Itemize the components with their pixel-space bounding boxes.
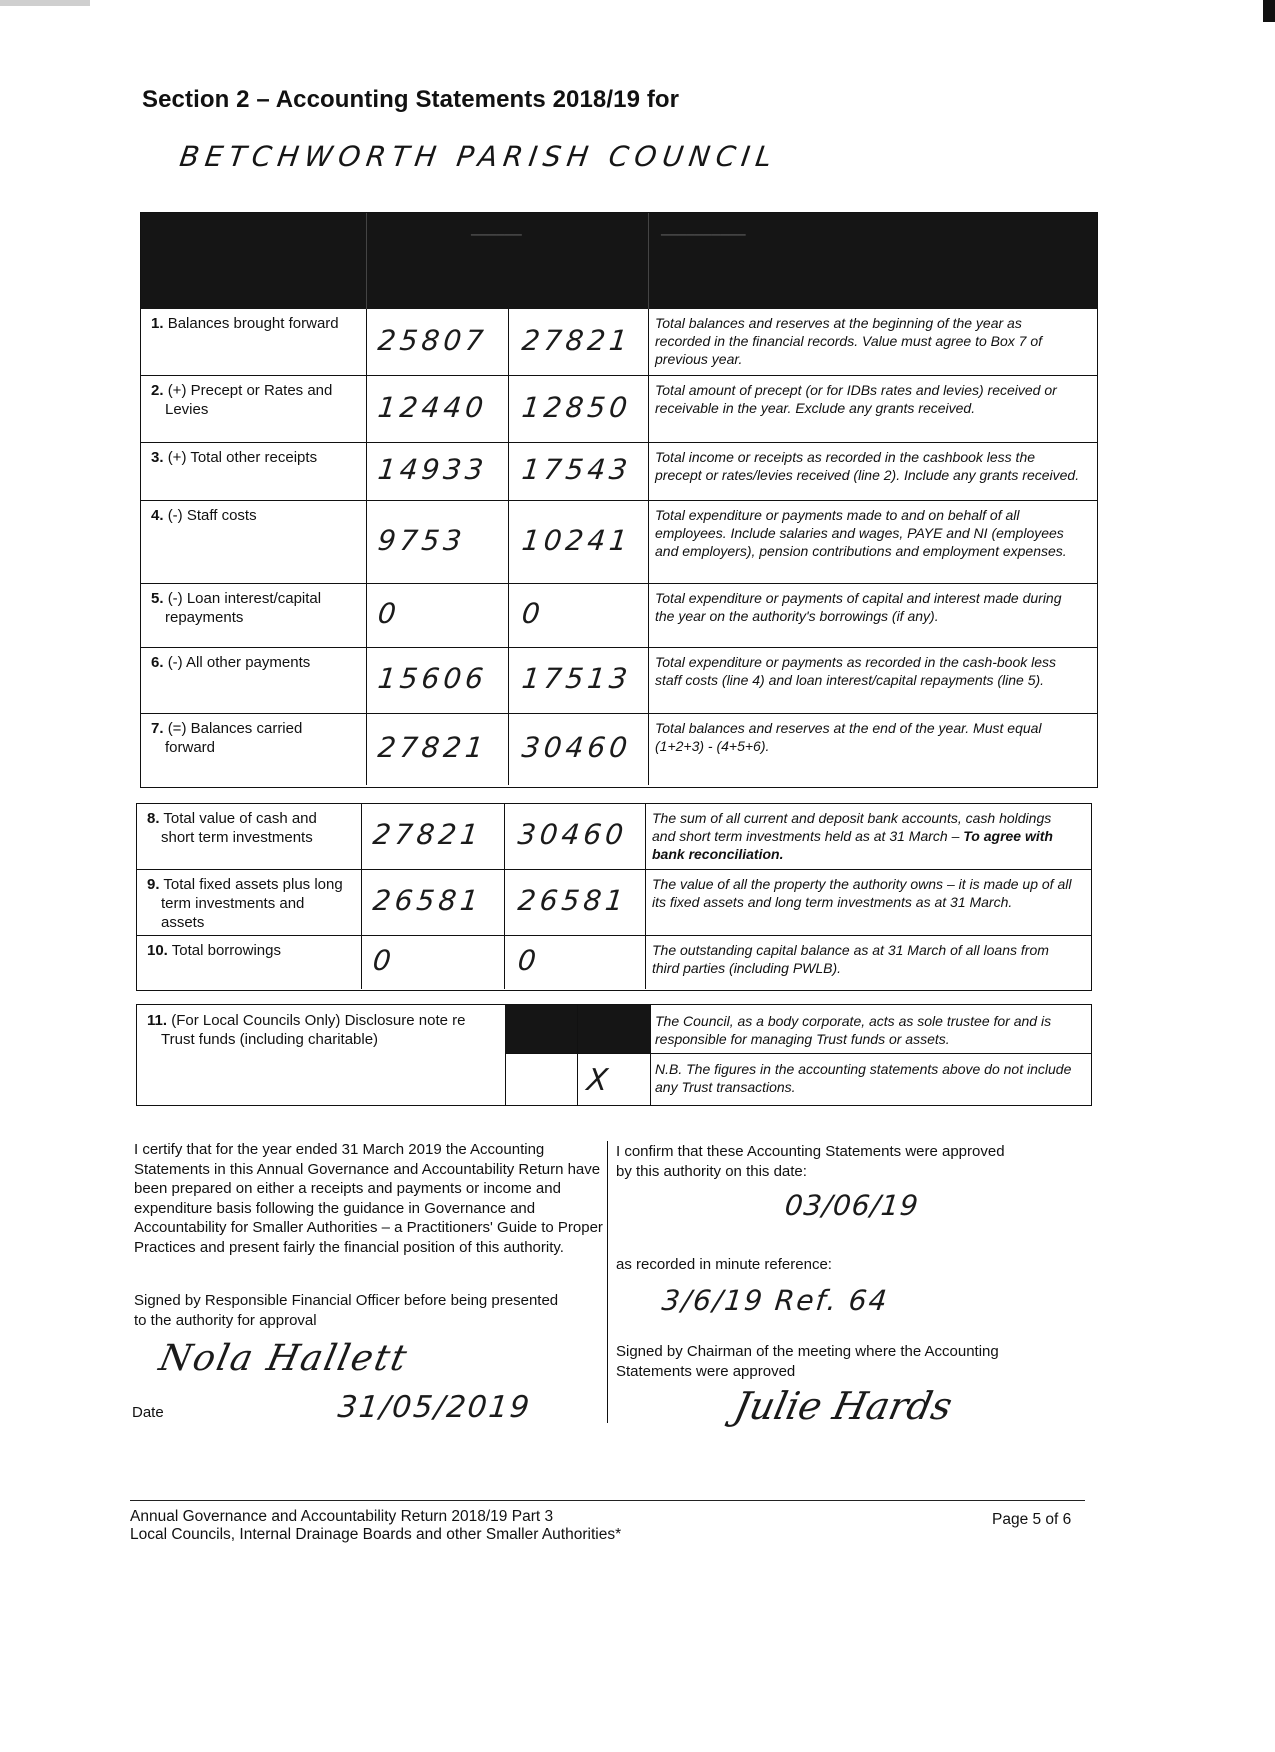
row-number: 2. — [151, 382, 164, 399]
row-note — [655, 719, 1080, 755]
value-year-1: 9753 — [376, 523, 467, 557]
table-row — [141, 648, 1097, 714]
row-note-text: Total expenditure or payments as recorded in the cash-book less staff costs (line 4) and loan interest/capital repayments (line 5). — [655, 654, 1057, 688]
table-row — [137, 870, 1091, 936]
row-number: 11. — [147, 1012, 168, 1029]
date-label: Date — [132, 1404, 164, 1421]
row-label-text: Balances brought forward — [167, 315, 339, 332]
row-number: 5. — [151, 590, 164, 607]
row-label — [147, 809, 347, 847]
value-year-2: 10241 — [520, 523, 633, 557]
trust-note-1: The Council, as a body corporate, acts as sole trustee for and is responsible for managing Trust funds or assets. — [655, 1013, 1052, 1047]
table-row — [141, 584, 1097, 648]
rfo-signature: Nola Hallett — [155, 1338, 413, 1379]
row-label — [147, 875, 347, 932]
value-year-2: 30460 — [516, 818, 629, 851]
value-year-1: 27821 — [376, 730, 489, 764]
row-label — [151, 653, 351, 672]
table-row — [141, 714, 1097, 785]
header-faded-text: ▁▁▁▁▁▁▁▁▁▁ — [661, 224, 746, 236]
row-label — [151, 381, 351, 419]
footer-line-2: Local Councils, Internal Drainage Boards and other Smaller Authorities* — [130, 1526, 622, 1543]
row-label-text: (-) All other payments — [167, 654, 311, 671]
table-row — [141, 309, 1097, 376]
table-row — [141, 443, 1097, 501]
row-number: 9. — [147, 876, 160, 893]
row-label-text: Total borrowings — [171, 942, 281, 959]
signature-divider — [607, 1141, 608, 1423]
value-year-2: 0 — [516, 943, 542, 977]
value-year-2: 30460 — [520, 730, 633, 764]
trust-note-2: N.B. The figures in the accounting statements above do not include any Trust transactions. — [655, 1061, 1072, 1095]
row-note-text: Total balances and reserves at the beginning of the year as recorded in the financial records. Value must agree to Box 7 of previous year. — [655, 315, 1043, 367]
row-label — [151, 448, 351, 467]
trust-no-mark: X — [585, 1063, 614, 1098]
row-number: 7. — [151, 720, 164, 737]
minute-label: as recorded in minute reference: — [616, 1256, 832, 1273]
row-label — [151, 314, 351, 333]
row-label: (For Local Councils Only) Disclosure note re Trust funds (including charitable) — [161, 1012, 466, 1048]
footer-rule — [130, 1500, 1085, 1501]
certification-text: I certify that for the year ended 31 March 2019 the Accounting Statements in this Annual Governance and Accountability Return have been prepared on either a receipts and payments or income and expenditure basis following the guidance in Governance and Accountability for Smaller Authorities – a Practitioners' Guide to Proper Practices and present fairly the financial position of this authority. — [134, 1141, 603, 1256]
row-note-text: Total income or receipts as recorded in the cashbook less the precept or rates/levies received (line 2). Include any grants received. — [655, 449, 1080, 483]
value-year-2: 12850 — [520, 390, 633, 424]
row-note — [652, 809, 1077, 863]
scan-edge — [1263, 0, 1275, 22]
value-year-1: 12440 — [376, 390, 489, 424]
row-label — [151, 719, 351, 757]
row-label-text: Total value of cash and short term investments — [161, 810, 317, 846]
trust-table — [136, 1004, 1092, 1106]
row-label-text: (-) Loan interest/capital repayments — [165, 590, 322, 626]
value-year-2: 0 — [520, 597, 546, 630]
row-label-text: (-) Staff costs — [167, 507, 257, 524]
row-note — [652, 875, 1077, 911]
rfo-signed-label: Signed by Responsible Financial Officer before being presented to the authority for approval — [134, 1292, 559, 1329]
approval-date: 03/06/19 — [783, 1189, 921, 1222]
council-name: BETCHWORTH PARISH COUNCIL — [177, 140, 780, 173]
header-faded-text: ▁▁▁▁▁▁ — [471, 224, 522, 236]
table-row — [141, 376, 1097, 443]
row-number: 1. — [151, 315, 164, 332]
value-year-1: 25807 — [376, 323, 489, 357]
row-note-text: Total balances and reserves at the end of the year. Must equal (1+2+3) - (4+5+6). — [655, 720, 1042, 754]
value-year-2: 17513 — [520, 662, 633, 695]
page-number: Page 5 of 6 — [992, 1511, 1072, 1528]
value-year-1: 15606 — [376, 662, 489, 695]
minute-reference: 3/6/19 Ref. 64 — [660, 1284, 891, 1317]
table-row — [137, 804, 1091, 870]
row-note-text: Total expenditure or payments of capital and interest made during the year on the authority's borrowings (if any). — [655, 590, 1062, 624]
table-header — [141, 213, 1097, 309]
row-label — [151, 506, 351, 525]
value-year-2: 27821 — [520, 323, 633, 357]
row-number: 6. — [151, 654, 164, 671]
row-note — [655, 448, 1080, 484]
row-note — [655, 589, 1080, 625]
row-note — [655, 314, 1080, 368]
row-note-text: Total amount of precept (or for IDBs rates and levies) received or receivable in the year. Exclude any grants received. — [655, 382, 1057, 416]
value-year-1: 27821 — [371, 818, 484, 851]
approval-confirm-text: I confirm that these Accounting Statements were approved by this authority on this date: — [616, 1143, 1005, 1180]
value-year-2: 26581 — [516, 884, 629, 917]
row-number: 4. — [151, 507, 164, 524]
scan-edge — [0, 0, 90, 6]
accounting-table — [140, 212, 1098, 788]
row-note — [655, 506, 1080, 560]
value-year-1: 0 — [371, 943, 397, 977]
row-note — [655, 381, 1080, 417]
value-year-1: 26581 — [371, 884, 484, 917]
row-number: 8. — [147, 810, 160, 827]
row-note-text: Total expenditure or payments made to and on behalf of all employees. Include salaries and wages, PAYE and NI (employees and employers), pension contributions and employment expenses. — [655, 507, 1067, 559]
row-note-emphasis: To agree with bank reconciliation. — [652, 828, 1053, 862]
row-label-text: (+) Precept or Rates and Levies — [165, 382, 333, 418]
chair-signature: Julie Hards — [730, 1384, 957, 1428]
value-year-1: 14933 — [376, 453, 489, 486]
row-note-text: The outstanding capital balance as at 31 March of all loans from third parties (including PWLB). — [652, 942, 1049, 976]
row-note-text: The value of all the property the authority owns – it is made up of all its fixed assets and long term investments as at 31 March. — [652, 876, 1072, 910]
assets-table — [136, 803, 1092, 991]
value-year-2: 17543 — [520, 453, 633, 486]
chair-signed-label: Signed by Chairman of the meeting where the Accounting Statements were approved — [616, 1343, 999, 1380]
row-label-text: (=) Balances carried forward — [165, 720, 303, 756]
row-label-text: Total fixed assets plus long term investments and assets — [161, 876, 343, 931]
row-label — [151, 589, 351, 627]
row-note — [655, 653, 1080, 689]
row-number: 10. — [147, 942, 168, 959]
row-label-text: (+) Total other receipts — [167, 449, 318, 466]
row-note-text: The sum of all current and deposit bank accounts, cash holdings and short term investments held as at 31 March – — [652, 810, 1052, 844]
row-label — [147, 941, 347, 960]
row-note — [652, 941, 1077, 977]
table-row — [141, 501, 1097, 584]
row-number: 3. — [151, 449, 164, 466]
page-title: Section 2 – Accounting Statements 2018/19 for — [142, 86, 680, 113]
rfo-date: 31/05/2019 — [336, 1390, 533, 1425]
table-row — [137, 936, 1091, 989]
value-year-1: 0 — [376, 597, 402, 630]
footer-line-1: Annual Governance and Accountability Return 2018/19 Part 3 — [130, 1508, 554, 1525]
